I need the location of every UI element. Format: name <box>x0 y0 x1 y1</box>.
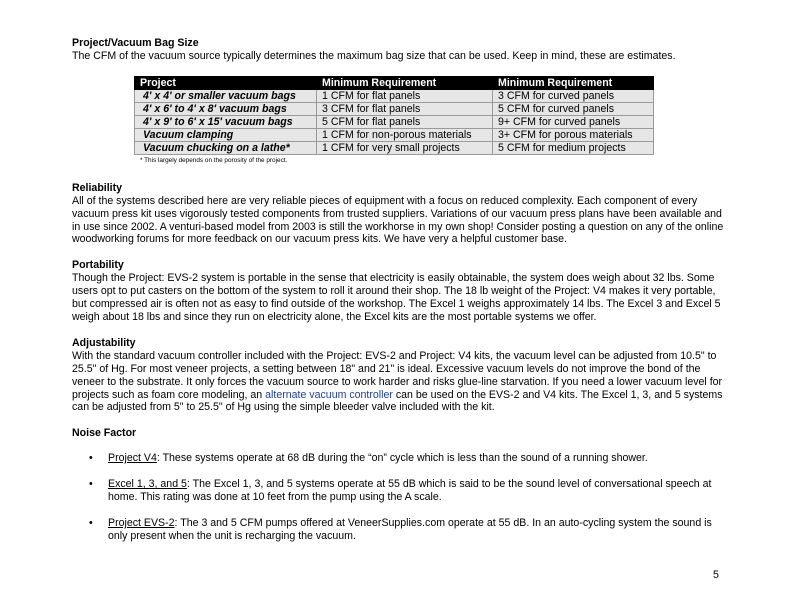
header-min-curved: Minimum Requirement <box>493 76 654 89</box>
header-min-flat: Minimum Requirement <box>317 76 493 89</box>
table-cell: 4' x 9' to 6' x 15' vacuum bags <box>135 115 317 128</box>
table-cell: Vacuum clamping <box>135 128 317 141</box>
bag-size-text: The CFM of the vacuum source typically determines the maximum bag size that can be used. Keep in mind, these are estimates. <box>72 49 676 62</box>
document-page <box>72 37 724 556</box>
table-header-row <box>135 76 654 89</box>
table-cell: Vacuum chucking on a lathe* <box>135 141 317 154</box>
table-cell: 5 CFM for medium projects <box>493 141 654 154</box>
table-cell: 3+ CFM for porous materials <box>493 128 654 141</box>
portability-section <box>72 259 724 324</box>
adjustability-text <box>72 350 724 415</box>
table-cell: 1 CFM for very small projects <box>317 141 493 154</box>
alternate-vacuum-controller-link[interactable]: alternate vacuum controller <box>265 388 393 401</box>
table-cell: 5 CFM for flat panels <box>317 115 493 128</box>
list-item <box>72 452 724 465</box>
page-number: 5 <box>713 569 719 581</box>
noise-heading: Noise Factor <box>72 427 137 440</box>
table-row <box>135 128 654 141</box>
list-item <box>72 478 724 504</box>
adjustability-section <box>72 337 724 414</box>
portability-heading: Portability <box>72 259 124 272</box>
reliability-section <box>72 182 724 247</box>
table-cell: 1 CFM for flat panels <box>317 89 493 102</box>
table-cell: 4' x 4' or smaller vacuum bags <box>135 89 317 102</box>
table-row <box>135 89 654 102</box>
list-item-text: : These systems operate at 68 dB during the “on” cycle which is less than the sound of a running shower. <box>156 452 648 465</box>
bullet-icon: • <box>89 452 93 465</box>
noise-section <box>72 427 724 542</box>
list-item-term: Project V4 <box>108 452 157 465</box>
table-row <box>135 102 654 115</box>
table-cell: 3 CFM for curved panels <box>493 89 654 102</box>
table-cell: 1 CFM for non-porous materials <box>317 128 493 141</box>
table-cell: 9+ CFM for curved panels <box>493 115 654 128</box>
adjustability-heading: Adjustability <box>72 336 136 349</box>
cfm-requirements-table <box>134 76 654 155</box>
table-cell: 4' x 6' to 4' x 8' vacuum bags <box>135 102 317 115</box>
noise-list <box>72 452 724 543</box>
list-item-term: Excel 1, 3, and 5 <box>108 478 187 491</box>
reliability-heading: Reliability <box>72 181 123 194</box>
reliability-text: All of the systems described here are very reliable pieces of equipment with a focus on reduced complexity. Each component of every vacuum press kit uses vigorously tested components from trusted suppliers. Variations of our vacuum press plans have been available and in use since 2002. A venturi-based model from 2003 is still the workhorse in my own shop! Consider posting a question on any of the online woodworking forums for more feedback on our vacuum press kits. We have very a helpful customer base. <box>72 194 724 246</box>
adjustability-text-after: can be used on the EVS-2 and V4 kits. The Excel 1, 3, and 5 systems can be adjusted from 5" to 25.5" of Hg using the simple bleeder valve included with the kit. <box>72 388 723 414</box>
bag-size-heading: Project/Vacuum Bag Size <box>72 37 199 49</box>
bullet-icon: • <box>89 478 93 491</box>
list-item-text: : The 3 and 5 CFM pumps offered at VeneerSupplies.com operate at 55 dB. In an auto-cycling system the sound is only present when the unit is recharging the vacuum. <box>108 516 712 542</box>
bag-size-section <box>72 37 724 63</box>
header-project: Project <box>135 76 317 89</box>
portability-text: Though the Project: EVS-2 system is portable in the sense that electricity is easily obtainable, the system does weigh about 32 lbs. Some users opt to put casters on the bottom of the system to roll it around their shop. The 18 lb weight of the Project: V4 makes it very portable, but compressed air is often not as easy to find outside of the workshop. The Excel 1 weighs approximately 14 lbs. The Excel 3 and Excel 5 weigh about 18 lbs and since they run on electricity alone, the Excel kits are the most portable systems we offer. <box>72 272 721 323</box>
list-item-text: : The Excel 1, 3, and 5 systems operate at 55 dB which is said to be the sound level of conversational speech at home. This rating was done at 10 feet from the pump using the A scale. <box>108 478 712 504</box>
table-cell: 5 CFM for curved panels <box>493 102 654 115</box>
table-cell: 3 CFM for flat panels <box>317 102 493 115</box>
table-row <box>135 141 654 154</box>
adjustability-text-before: With the standard vacuum controller included with the Project: EVS-2 and Project: V4 kits, the vacuum level can be adjusted from 10.5" to 25.5" of Hg. For most veneer projects, a setting between 18" and 21" is ideal. Excessive vacuum levels do not improve the bond of the veneer to the substrate. It only forces the vacuum source to work harder and risks glue-line starvation. If you need a lower vacuum level for projects such as foam core modeling, an <box>72 349 723 401</box>
bullet-icon: • <box>89 516 93 529</box>
table-footnote: * This largely depends on the porosity of the project. <box>140 156 288 164</box>
list-item-term: Project EVS-2 <box>108 516 175 529</box>
table-row <box>135 115 654 128</box>
list-item <box>72 517 724 543</box>
